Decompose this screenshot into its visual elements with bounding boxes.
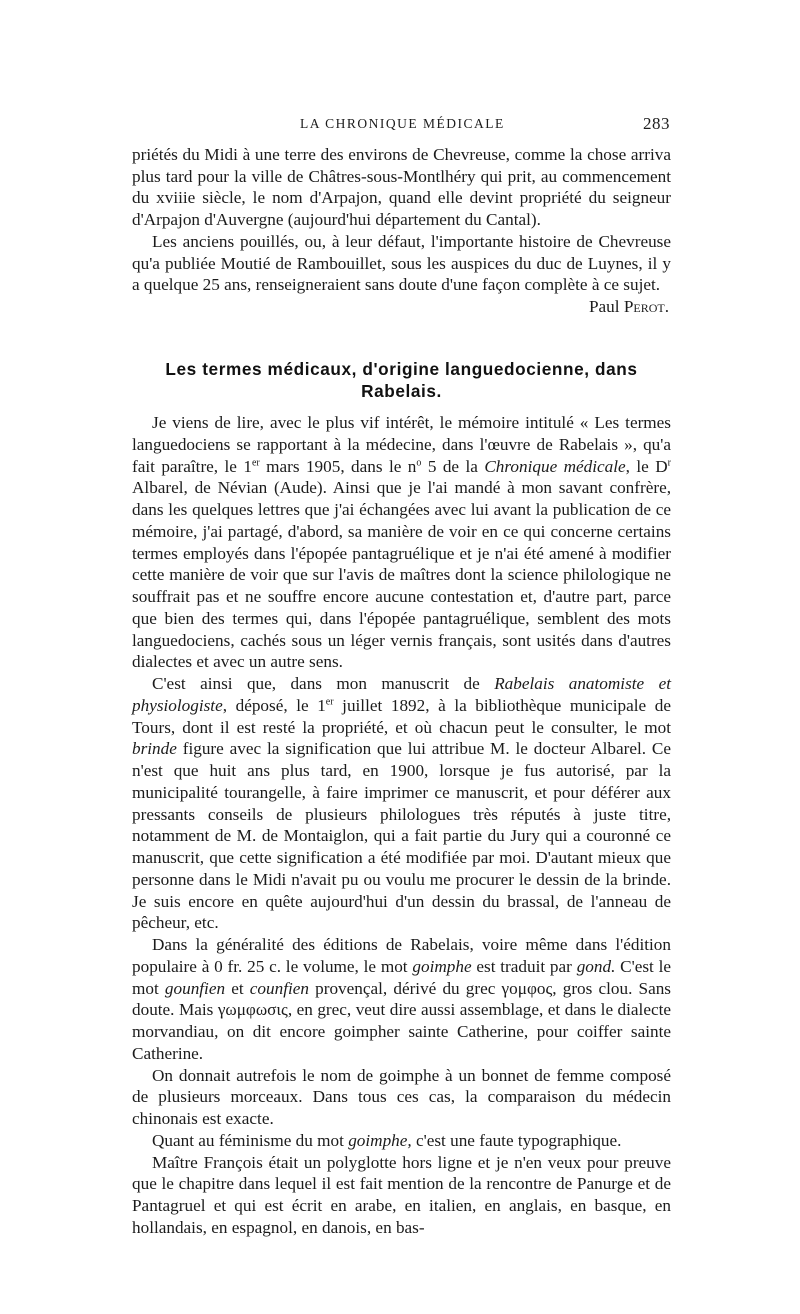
text-run: , le D [625,456,668,476]
text-run: 5 de la [421,456,485,476]
text-run: mars 1905, dans le n [259,456,417,476]
text-block-rabelais [132,412,671,1239]
text-run: C'est le mot [132,956,672,998]
text-block-chevreuse [132,144,671,318]
paragraph [132,673,671,934]
paragraph: On donnait autrefois le nom de goimphe à un bonnet de femme composé de plusieurs morceaux. Dans tous ces cas, la comparaison du médecin chinonais est exacte. [132,1065,671,1128]
superscript: er [251,456,260,468]
italic-title: Chronique médicale [484,456,626,476]
paragraph [132,412,671,673]
italic-term: goimphe, [348,1130,412,1150]
running-header [132,114,672,140]
italic-term: brinde [132,739,177,759]
paragraph: Les anciens pouillés, ou, à leur défaut, l'importante histoire de Chevreuse qu'a publiée Moutié de Rambouillet, sous les auspices du duc de Luynes, il y a quelque 25 ans, renseigneraient sans doute d'une façon complète à ce sujet. [132,231,671,295]
text-run: , déposé, le 1 [222,695,326,715]
text-run: Je viens de lire, avec le plus vif intérêt, le mémoire intitulé « Les termes languedociens se rapportant à la médecine, dans l'œuvre de Rabelais », qu'a fait paraître, le 1 [132,413,671,476]
italic-term: counfien [249,978,309,998]
text-run: juillet 1892, à la bibliothèque municipale de Tours, dont il est resté la propriété, et où chacun peut le consulter, le mot [132,695,671,737]
paragraph [132,1130,671,1152]
text-run: C'est ainsi que, dans mon manuscrit de [152,674,495,693]
text-run: Albarel, de Névian (Aude). Ainsi que je l'ai mandé à mon savant confrère, dans les quelques lettres que j'ai échangées avec lui avant la publication de ce mémoire, j'ai partagé, d'abord, sa manière de voir en ce qui concerne certains termes employés dans l'épopée pantagruélique et je n'ai été amené à modifier cette manière de voir que sur l'avis de maîtres dont la science philologique ne souffrait pas et ne souffre encore aucune contestation et, d'autre part, parce que bien des termes qui, dans l'épopée pantagruélique, semblent des mots languedociens, cachés sous un léger vernis français, sont usités dans d'autres dialectes et avec un autre sens. [132,478,671,672]
text-run: Quant au féminisme du mot [152,1130,349,1150]
superscript: r [667,456,671,468]
italic-term: goimphe [412,956,472,976]
text-run: et [225,978,250,998]
paragraph: Maître François était un polyglotte hors ligne et je n'en veux pour preuve que le chapitre dans lequel il est fait mention de la rencontre de Panurge et de Pantagruel et qui est écrit en arabe, en italien, en anglais, en basque, en hollandais, en espagnol, en danois, en bas- [132,1152,671,1237]
signature-text: Paul Perot. [588,296,669,316]
text-run: est traduit par [471,956,577,976]
text-run: c'est une faute typographique. [411,1130,622,1150]
paragraph: priétés du Midi à une terre des environs de Chevreuse, comme la chose arriva plus tard pour la ville de Châtres-sous-Montlhéry qui prit, au commencement du xviiie siècle, le nom d'Arpajon, quand elle devint propriété du seigneur d'Arpajon d'Auvergne (aujourd'hui département du Cantal). [132,145,671,230]
italic-term: gond. [576,956,616,976]
text-run: Dans la généralité des éditions de Rabelais, voire même dans l'édition populaire à 0 fr. 25 c. le volume, le mot [132,935,671,976]
running-title: LA CHRONIQUE MÉDICALE [300,116,505,131]
superscript: er [325,696,334,708]
superscript: o [416,456,422,468]
signature-surname: Perot. [623,296,669,316]
paragraph [132,934,671,1065]
text-run: provençal, dérivé du grec γομφος, gros clou. Sans doute. Mais γωμφωσις, en grec, veut dire aussi assemblage, et dans le dialecte morvandiau, on dit encore goimpher sainte Catherine, pour coiffer sainte Catherine. [132,978,671,1063]
page-number: 283 [643,114,670,133]
author-signature [132,296,671,318]
text-run: figure avec la signification que lui attribue M. le docteur Albarel. Ce n'est que huit ans plus tard, en 1900, lorsque je fus autorisé, par la municipalité tourangelle, à faire imprimer ce manuscrit, et pour déférer aux pressants conseils de plusieurs philologues très réputés à juste titre, notamment de M. de Montaiglon, qui a fait partie du Jury qui a couronné ce manuscrit, que cette signification a été modifiée par moi. D'autant mieux que personne dans le Midi n'avait pu ou voulu me procurer le dessin de la brinde. Je suis encore en quête aujourd'hui d'un dessin du brassal, de l'anneau de pêcheur, etc. [132,739,671,933]
italic-term: gounfien [164,978,226,998]
italic-title: Rabelais anatomiste et physiologiste [132,674,671,715]
article-heading: Les termes médicaux, d'origine languedocienne, dans Rabelais. [165,359,638,401]
